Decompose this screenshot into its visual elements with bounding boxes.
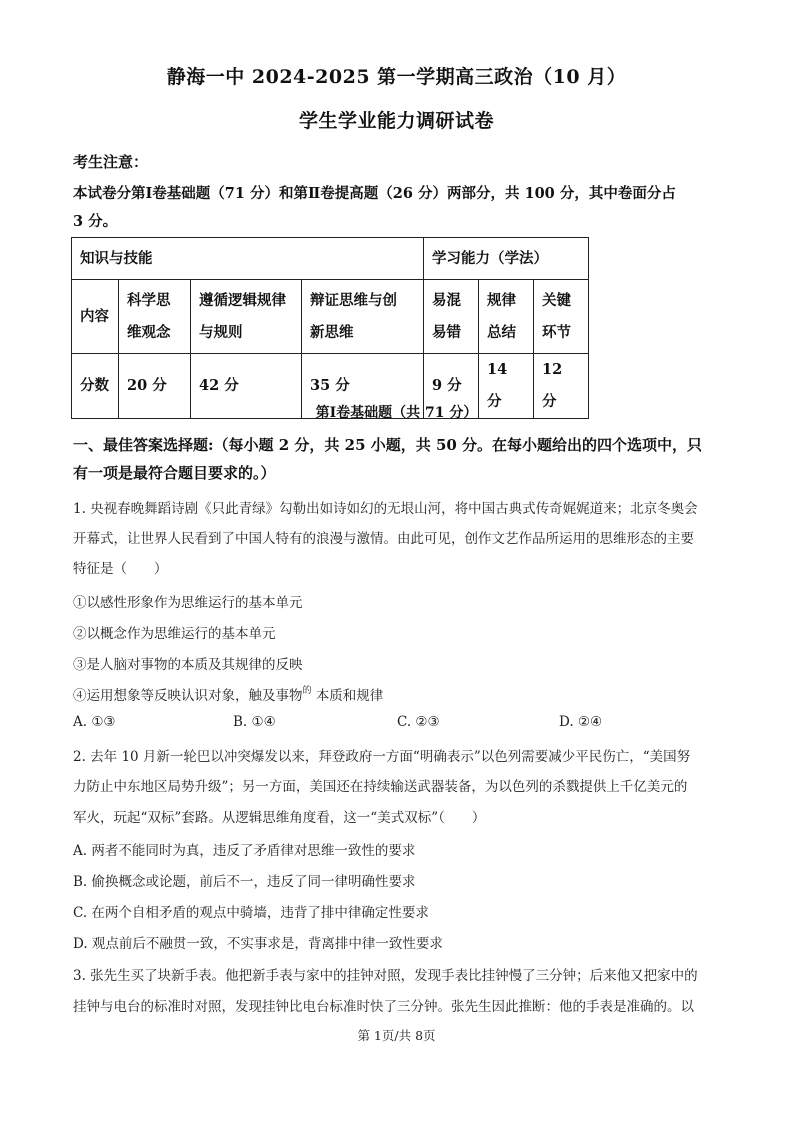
q2-stem-line-1: 2. 去年 10 月新一轮巴以冲突爆发以来，拜登政府一方面“明确表示”以色列需要减少平民伤亡，“美国努: [73, 749, 691, 765]
table-cell: 14 分: [479, 354, 534, 419]
cell-line: 规律: [487, 291, 516, 309]
q2-option-c: C. 在两个自相矛盾的观点中骑墙，违背了排中律确定性要求: [73, 905, 429, 921]
q1-stem-line-1: 1. 央视春晚舞蹈诗剧《只此青绿》勾勒出如诗如幻的无垠山河，将中国古典式传奇娓娓道来；北京冬奥会: [73, 501, 698, 517]
cell-line: 科学思: [127, 291, 171, 309]
exam-subtitle: 学生学业能力调研试卷: [298, 110, 494, 132]
statement-text-tail: 本质和规律: [315, 688, 384, 704]
cell-line: 易混: [432, 291, 461, 309]
table-cell: [191, 280, 302, 354]
cell-line: 与规则: [199, 323, 243, 341]
group-learning-ability: 学习能力（学法）: [424, 238, 589, 280]
cell-line: 总结: [487, 323, 516, 341]
q1-option-b: B. ①④: [233, 714, 276, 730]
section-instruction-2: 有一项是最符合题目要求的。）: [73, 464, 276, 482]
q2-option-d: D. 观点前后不融贯一致，不实事求是，背离排中律一致性要求: [73, 936, 443, 952]
q3-stem-line-1: 3. 张先生买了块新手表。他把新手表与家中的挂钟对照，发现手表比挂钟慢了三分钟；后来他又把家中的: [73, 968, 698, 984]
row-label-score: 分数: [72, 354, 119, 419]
cell-line: 新思维: [310, 323, 354, 341]
notice-line-2: 3 分。: [73, 213, 118, 230]
table-cell: 9 分: [424, 354, 479, 419]
table-cell: [479, 280, 534, 354]
statement-text: ④运用想象等反映认识对象，触及事物: [73, 688, 303, 704]
q1-stem-line-3: 特征是（ ）: [73, 561, 168, 577]
q2-option-a: A. 两者不能同时为真，违反了矛盾律对思维一致性的要求: [73, 843, 416, 859]
q2-stem-line-2: 力防止中东地区局势升级”；另一方面，美国还在持续输送武器装备，为以色列的杀戮提供上千亿美元的: [73, 779, 688, 795]
notice-line-1: 本试卷分第Ⅰ卷基础题（71 分）和第Ⅱ卷提高题（26 分）两部分，共 100 分，其中卷面分占: [73, 185, 676, 202]
table-cell: [119, 280, 191, 354]
score-distribution-table: [71, 237, 589, 419]
q1-stem-line-2: 开幕式，让世界人民看到了中国人特有的浪漫与激情。由此可见，创作文艺作品所运用的思维形态的主要: [73, 531, 694, 547]
page-footer: 第 1页/共 8页: [357, 1028, 436, 1043]
table-cell: 20 分: [119, 354, 191, 419]
cell-line: 维观念: [127, 323, 171, 341]
table-header-row: [72, 238, 589, 280]
table-cell: 12 分: [534, 354, 589, 419]
q1-statement-1: ①以感性形象作为思维运行的基本单元: [73, 595, 303, 611]
cell-line: 辩证思维与创: [310, 291, 397, 309]
q3-stem-line-2: 挂钟与电台的标准时对照，发现挂钟比电台标准时快了三分钟。张先生因此推断：他的手表是准确的。以: [73, 999, 694, 1015]
q1-statement-4: [73, 684, 723, 704]
q2-stem-line-3: 军火，玩起“双标”套路。从逻辑思维角度看，这一“美式双标”（ ）: [73, 810, 486, 826]
q1-statement-2: ②以概念作为思维运行的基本单元: [73, 626, 276, 642]
section-heading: 第Ⅰ卷基础题（共 71 分）: [315, 405, 478, 421]
notice-label: 考生注意：: [73, 153, 149, 171]
cell-line: 关键: [542, 291, 571, 309]
q1-option-c: C. ②③: [397, 714, 440, 730]
cell-line: 遵循逻辑规律: [199, 291, 286, 309]
section-instruction-1: 一、最佳答案选择题:（每小题 2 分，共 25 小题，共 50 分。在每小题给出的四个选项中，只: [73, 436, 703, 454]
q2-option-b: B. 偷换概念或论题，前后不一，违反了同一律明确性要求: [73, 874, 416, 890]
row-label-content: 内容: [72, 280, 119, 354]
table-content-row: [72, 280, 589, 354]
table-cell: 35 分: [302, 354, 424, 419]
exam-title: 静海一中 2024-2025 第一学期高三政治（10 月）: [166, 66, 627, 88]
table-cell: [302, 280, 424, 354]
cell-line: 环节: [542, 323, 571, 341]
q1-option-d: D. ②④: [559, 714, 603, 730]
q1-option-a: A. ①③: [73, 714, 116, 730]
group-knowledge-skills: 知识与技能: [72, 238, 424, 280]
table-cell: [424, 280, 479, 354]
cell-line: 易错: [432, 323, 461, 341]
table-cell: 42 分: [191, 354, 302, 419]
table-cell: [534, 280, 589, 354]
q1-statement-3: ③是人脑对事物的本质及其规律的反映: [73, 657, 303, 673]
stray-glyph: 的: [302, 685, 312, 696]
